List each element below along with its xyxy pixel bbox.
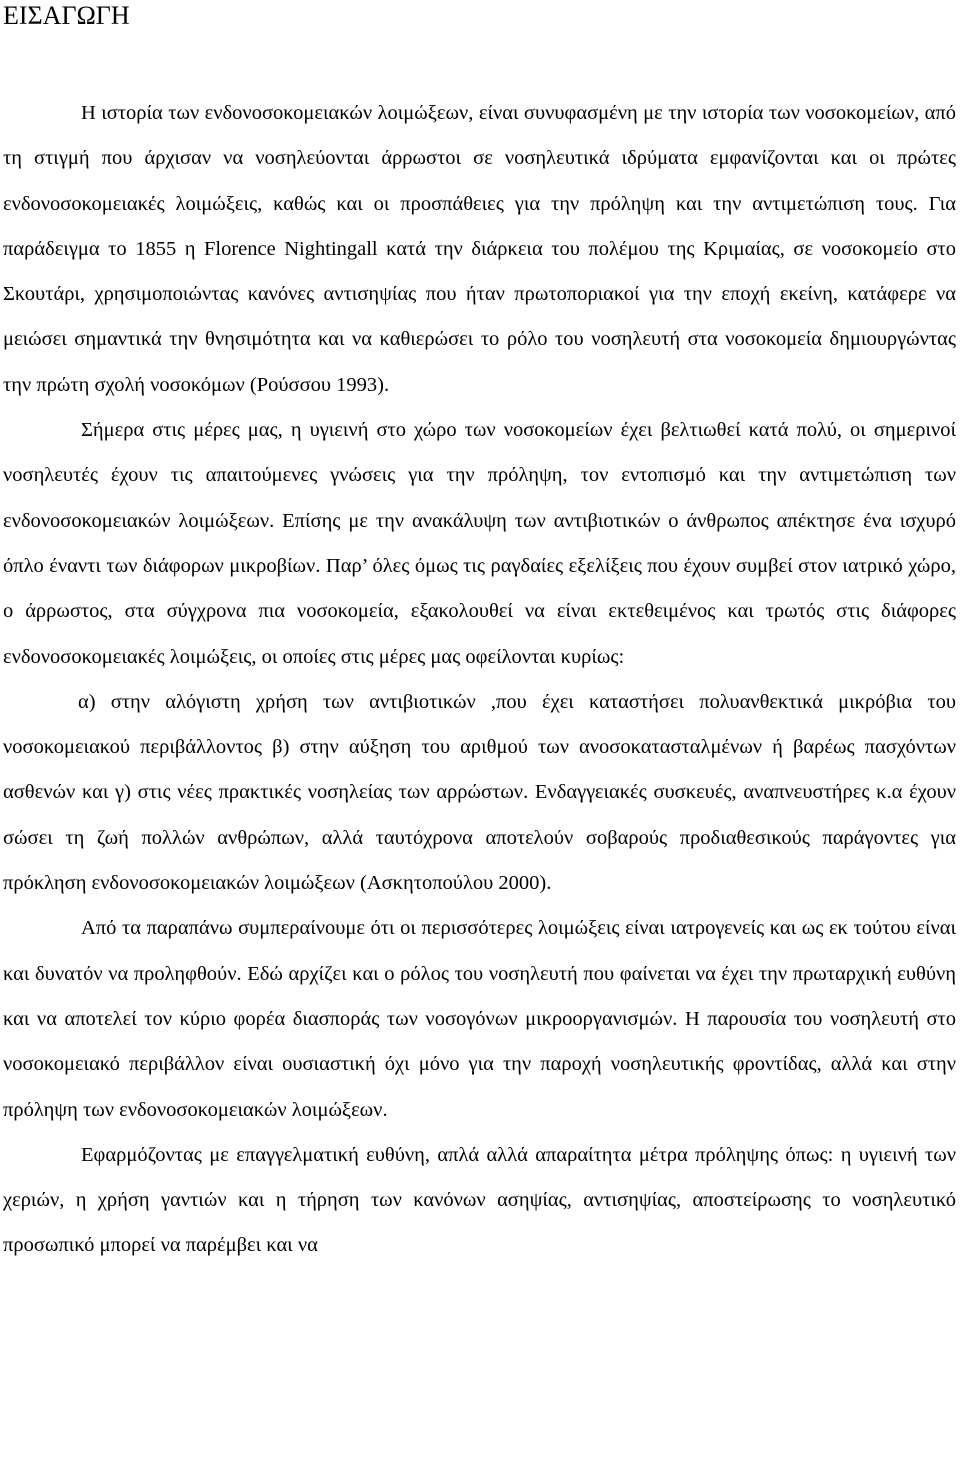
page-title: ΕΙΣΑΓΩΓΗ — [3, 1, 130, 30]
paragraph-causes: α) στην αλόγιστη χρήση των αντιβιοτικών ,που έχει καταστήσει πολυανθεκτικά μικρόβια του νοσοκομειακού περιβάλλοντος β) στην αύξηση του αριθμού των ανοσοκατασταλμένων ή βαρέως πασχόντων ασθενών και γ) στις νέες πρακτικές νοσηλείας των αρρώστων. Ενδαγγειακές συσκευές, αναπνευστήρες κ.α έχουν σώσει τη ζωή πολλών ανθρώπων, αλλά ταυτόχρονα αποτελούν σοβαρούς προδιαθεσικούς παράγοντες για πρόκληση ενδονοσοκομειακών λοιμώξεων (Ασκητοπούλου 2000). — [3, 690, 956, 895]
paragraph-nurse-role: Από τα παραπάνω συμπεραίνουμε ότι οι περισσότερες λοιμώξεις είναι ιατρογενείς και ως εκ τούτου είναι και δυνατόν να προληφθούν. Εδώ αρχίζει και ο ρόλος του νοσηλευτή που φαίνεται να έχει την πρωταρχική ευθύνη και να αποτελεί τον κύριο φορέα διασποράς των νοσογόνων μικροοργανισμών. Η παρουσία του νοσηλευτή στο νοσοκομειακό περιβάλλον είναι ουσιαστική όχι μόνο για την παροχή νοσηλευτικής φροντίδας, αλλά και στην πρόληψη των ενδονοσοκομειακών λοιμώξεων. — [3, 917, 956, 1121]
paragraph-prevention: Εφαρμόζοντας με επαγγελματική ευθύνη, απλά αλλά απαραίτητα μέτρα πρόληψης όπως: η υγιεινή των χεριών, η χρήση γαντιών και η τήρηση των κανόνων ασηψίας, αντισηψίας, αποστείρωσης το νοσηλευτικό προσωπικό μπορεί να παρέμβει και να — [3, 1143, 956, 1257]
paragraph-history: Η ιστορία των ενδονοσοκομειακών λοιμώξεων, είναι συνυφασμένη με την ιστορία των νοσοκομείων, από τη στιγμή που άρχισαν να νοσηλεύονται άρρωστοι σε νοσηλευτικά ιδρύματα εμφανίζονται και οι πρώτες ενδονοσοκομειακές λοιμώξεις, καθώς και οι προσπάθειες για την πρόληψη και την αντιμετώπιση τους. Για παράδειγμα το 1855 η Florence Nightingall κατά την διάρκεια του πολέμου της Κριμαίας, σε νοσοκομείο στο Σκουτάρι, χρησιμοποιώντας κανόνες αντισηψίας που ήταν πρωτοποριακοί για την εποχή εκείνη, κατάφερε να μειώσει σημαντικά την θνησιμότητα και να καθιερώσει το ρόλο του νοσηλευτή στα νοσοκομεία δημιουργώντας την πρώτη σχολή νοσοκόμων (Ρούσσου 1993). — [3, 102, 956, 396]
paragraph-today: Σήμερα στις μέρες μας, η υγιεινή στο χώρο των νοσοκομείων έχει βελτιωθεί κατά πολύ, οι σημερινοί νοσηλευτές έχουν τις απαιτούμενες γνώσεις για την πρόληψη, τον εντοπισμό και την αντιμετώπιση των ενδονοσοκομειακών λοιμώξεων. Επίσης με την ανακάλυψη των αντιβιοτικών ο άνθρωπος απέκτησε ένα ισχυρό όπλο έναντι των διάφορων μικροβίων. Παρ’ όλες όμως τις ραγδαίες εξελίξεις που έχουν συμβεί στον ιατρικό χώρο, ο άρρωστος, στα σύγχρονα πια νοσοκομεία, εξακολουθεί να είναι εκτεθειμένος και τρωτός στις διάφορες ενδονοσοκομειακές λοιμώξεις, οι οποίες στις μέρες μας οφείλονται κυρίως: — [3, 419, 956, 668]
